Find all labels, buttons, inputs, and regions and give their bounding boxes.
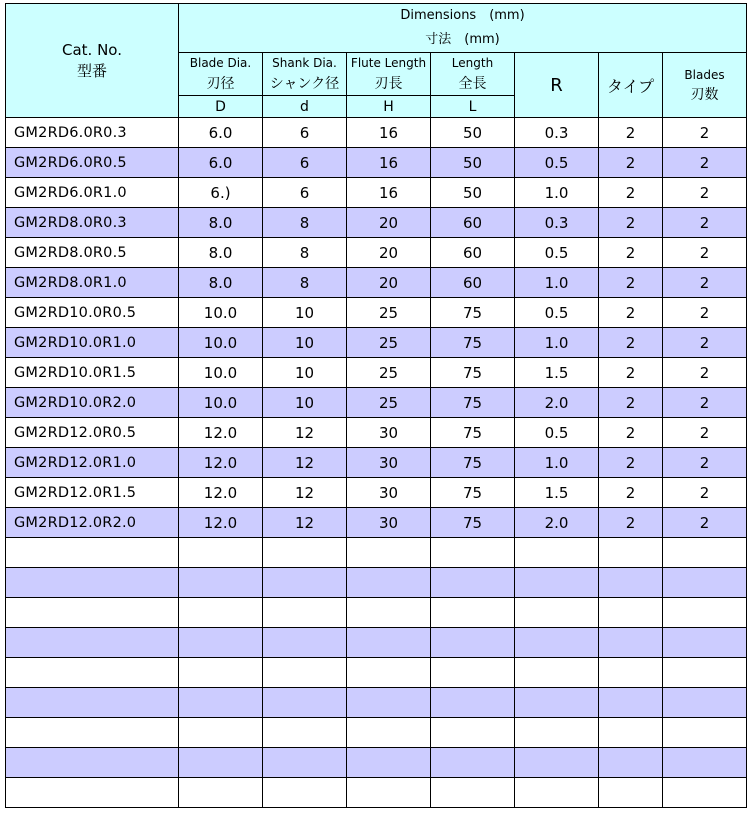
table-body — [6, 118, 747, 808]
table-row — [6, 418, 747, 448]
cell-flute-length: 25 — [347, 298, 431, 328]
cell-length — [431, 718, 515, 748]
cell-blades — [663, 778, 747, 808]
cell-length: 50 — [431, 148, 515, 178]
cell-shank-dia — [263, 718, 347, 748]
cell-type: 2 — [599, 148, 663, 178]
cell-length: 75 — [431, 298, 515, 328]
table-row — [6, 208, 747, 238]
cell-cat-no: GM2RD8.0R0.3 — [6, 208, 179, 238]
cell-blades — [663, 688, 747, 718]
cell-cat-no — [6, 628, 179, 658]
cell-blades — [663, 568, 747, 598]
header-blades-ja: 刃数 — [690, 87, 719, 103]
cell-blades — [663, 598, 747, 628]
cell-shank-dia — [263, 688, 347, 718]
table-row — [6, 508, 747, 538]
header-blades — [663, 53, 747, 118]
cell-shank-dia: 8 — [263, 208, 347, 238]
table-row — [6, 448, 747, 478]
cell-type — [599, 658, 663, 688]
cell-type: 2 — [599, 118, 663, 148]
cell-r — [515, 598, 599, 628]
header-cat-no-en: Cat. No. — [62, 40, 122, 59]
cell-shank-dia: 6 — [263, 178, 347, 208]
cell-length: 75 — [431, 418, 515, 448]
cell-flute-length: 30 — [347, 508, 431, 538]
cell-flute-length: 16 — [347, 148, 431, 178]
header-cat-no — [6, 4, 179, 118]
cell-length: 50 — [431, 118, 515, 148]
table-row — [6, 118, 747, 148]
cell-type — [599, 748, 663, 778]
table-row — [6, 238, 747, 268]
cell-r: 2.0 — [515, 388, 599, 418]
cell-shank-dia — [263, 538, 347, 568]
header-flute-length — [347, 53, 431, 96]
header-cat-no-ja: 型番 — [76, 61, 107, 80]
cell-type: 2 — [599, 508, 663, 538]
cell-type: 2 — [599, 328, 663, 358]
cell-flute-length — [347, 658, 431, 688]
cell-flute-length: 16 — [347, 178, 431, 208]
cell-shank-dia: 12 — [263, 478, 347, 508]
cell-shank-dia: 6 — [263, 148, 347, 178]
cell-type: 2 — [599, 478, 663, 508]
cell-blade-dia — [179, 688, 263, 718]
cell-r: 0.3 — [515, 118, 599, 148]
cell-length: 75 — [431, 508, 515, 538]
table-row — [6, 178, 747, 208]
cell-cat-no: GM2RD10.0R0.5 — [6, 298, 179, 328]
cell-length — [431, 568, 515, 598]
cell-shank-dia: 8 — [263, 238, 347, 268]
header-dimensions-ja: 寸法 (mm) — [179, 28, 747, 53]
cell-shank-dia — [263, 628, 347, 658]
cell-cat-no — [6, 568, 179, 598]
cell-type — [599, 688, 663, 718]
header-dimensions-en: Dimensions (mm) — [179, 4, 747, 29]
cell-blade-dia: 6.) — [179, 178, 263, 208]
cell-blades: 2 — [663, 178, 747, 208]
cell-flute-length — [347, 688, 431, 718]
cell-blades: 2 — [663, 478, 747, 508]
cell-shank-dia: 8 — [263, 268, 347, 298]
table-row — [6, 388, 747, 418]
cell-cat-no: GM2RD8.0R1.0 — [6, 268, 179, 298]
header-flute-length-en: Flute Length — [350, 56, 427, 70]
cell-blade-dia: 10.0 — [179, 358, 263, 388]
cell-flute-length: 30 — [347, 418, 431, 448]
cell-blades: 2 — [663, 448, 747, 478]
cell-flute-length — [347, 568, 431, 598]
cell-length: 75 — [431, 358, 515, 388]
cell-blades: 2 — [663, 418, 747, 448]
table-row — [6, 478, 747, 508]
header-length-en: Length — [451, 56, 494, 70]
cell-flute-length — [347, 628, 431, 658]
cell-length — [431, 748, 515, 778]
cell-type: 2 — [599, 268, 663, 298]
cell-flute-length: 16 — [347, 118, 431, 148]
cell-blade-dia: 10.0 — [179, 298, 263, 328]
cell-blade-dia — [179, 778, 263, 808]
cell-r: 1.0 — [515, 328, 599, 358]
cell-cat-no — [6, 748, 179, 778]
cell-r: 0.5 — [515, 148, 599, 178]
cell-shank-dia: 12 — [263, 508, 347, 538]
table-header — [6, 4, 747, 118]
cell-cat-no: GM2RD10.0R1.0 — [6, 328, 179, 358]
header-blade-dia-ja: 刃径 — [206, 76, 235, 92]
header-length-symbol: L — [431, 96, 515, 118]
table-row — [6, 688, 747, 718]
cell-r: 0.5 — [515, 418, 599, 448]
cell-r — [515, 718, 599, 748]
cell-shank-dia: 6 — [263, 118, 347, 148]
cell-r — [515, 778, 599, 808]
cell-type — [599, 718, 663, 748]
cell-blades: 2 — [663, 208, 747, 238]
cell-cat-no: GM2RD10.0R2.0 — [6, 388, 179, 418]
cell-flute-length: 20 — [347, 268, 431, 298]
cell-blade-dia — [179, 748, 263, 778]
table-row — [6, 328, 747, 358]
cell-length: 60 — [431, 238, 515, 268]
cell-type: 2 — [599, 178, 663, 208]
cell-blade-dia: 10.0 — [179, 388, 263, 418]
cell-length: 75 — [431, 478, 515, 508]
cell-blade-dia: 12.0 — [179, 448, 263, 478]
cell-r — [515, 628, 599, 658]
header-shank-dia-symbol: d — [263, 96, 347, 118]
cell-cat-no — [6, 598, 179, 628]
cell-length — [431, 778, 515, 808]
cell-blade-dia: 12.0 — [179, 508, 263, 538]
cell-type: 2 — [599, 298, 663, 328]
spec-table — [5, 3, 747, 808]
cell-length: 75 — [431, 328, 515, 358]
header-shank-dia — [263, 53, 347, 96]
cell-blade-dia — [179, 538, 263, 568]
header-length — [431, 53, 515, 96]
table-row — [6, 538, 747, 568]
cell-shank-dia — [263, 778, 347, 808]
cell-cat-no: GM2RD12.0R1.0 — [6, 448, 179, 478]
table-row — [6, 358, 747, 388]
cell-blades: 2 — [663, 238, 747, 268]
cell-blade-dia — [179, 628, 263, 658]
cell-flute-length: 20 — [347, 238, 431, 268]
cell-type — [599, 778, 663, 808]
cell-length — [431, 598, 515, 628]
cell-length — [431, 538, 515, 568]
table-row — [6, 748, 747, 778]
cell-cat-no — [6, 718, 179, 748]
cell-flute-length: 25 — [347, 328, 431, 358]
cell-length — [431, 658, 515, 688]
cell-r — [515, 658, 599, 688]
cell-blades: 2 — [663, 118, 747, 148]
cell-blades: 2 — [663, 358, 747, 388]
header-shank-dia-en: Shank Dia. — [272, 56, 337, 70]
header-flute-length-ja: 刃長 — [374, 76, 403, 92]
cell-flute-length: 20 — [347, 208, 431, 238]
cell-cat-no: GM2RD12.0R1.5 — [6, 478, 179, 508]
table-row — [6, 148, 747, 178]
cell-r: 2.0 — [515, 508, 599, 538]
cell-r: 1.0 — [515, 178, 599, 208]
header-length-ja: 全長 — [458, 76, 487, 92]
cell-r: 0.5 — [515, 298, 599, 328]
header-blades-en: Blades — [684, 68, 725, 82]
cell-cat-no: GM2RD6.0R0.3 — [6, 118, 179, 148]
cell-blades: 2 — [663, 328, 747, 358]
cell-flute-length: 30 — [347, 448, 431, 478]
table-row — [6, 658, 747, 688]
cell-flute-length — [347, 778, 431, 808]
table-row — [6, 598, 747, 628]
table-row — [6, 718, 747, 748]
cell-blades: 2 — [663, 388, 747, 418]
cell-blade-dia — [179, 658, 263, 688]
cell-blades — [663, 748, 747, 778]
cell-blades — [663, 718, 747, 748]
cell-cat-no: GM2RD12.0R0.5 — [6, 418, 179, 448]
cell-length — [431, 688, 515, 718]
cell-blades — [663, 538, 747, 568]
cell-blade-dia: 12.0 — [179, 418, 263, 448]
header-r: R — [515, 53, 599, 118]
cell-cat-no — [6, 688, 179, 718]
cell-r — [515, 568, 599, 598]
cell-length — [431, 628, 515, 658]
cell-type — [599, 628, 663, 658]
cell-type — [599, 538, 663, 568]
table-row — [6, 628, 747, 658]
cell-blade-dia: 8.0 — [179, 268, 263, 298]
cell-type: 2 — [599, 448, 663, 478]
cell-length: 50 — [431, 178, 515, 208]
table-row — [6, 298, 747, 328]
cell-shank-dia — [263, 658, 347, 688]
cell-r: 0.5 — [515, 238, 599, 268]
cell-r: 1.0 — [515, 268, 599, 298]
cell-flute-length: 25 — [347, 388, 431, 418]
cell-blade-dia: 8.0 — [179, 238, 263, 268]
cell-blade-dia: 10.0 — [179, 328, 263, 358]
cell-type — [599, 598, 663, 628]
header-flute-length-symbol: H — [347, 96, 431, 118]
spec-table-container — [5, 3, 747, 808]
cell-type: 2 — [599, 418, 663, 448]
cell-type — [599, 568, 663, 598]
cell-flute-length — [347, 748, 431, 778]
cell-shank-dia — [263, 568, 347, 598]
cell-r: 1.5 — [515, 478, 599, 508]
cell-blade-dia: 12.0 — [179, 478, 263, 508]
cell-shank-dia: 12 — [263, 448, 347, 478]
cell-flute-length — [347, 718, 431, 748]
cell-shank-dia: 10 — [263, 298, 347, 328]
cell-shank-dia: 10 — [263, 328, 347, 358]
cell-blades: 2 — [663, 508, 747, 538]
cell-blade-dia: 6.0 — [179, 118, 263, 148]
cell-blades — [663, 658, 747, 688]
cell-flute-length: 30 — [347, 478, 431, 508]
cell-blade-dia — [179, 568, 263, 598]
cell-cat-no: GM2RD10.0R1.5 — [6, 358, 179, 388]
cell-r: 1.5 — [515, 358, 599, 388]
cell-cat-no: GM2RD12.0R2.0 — [6, 508, 179, 538]
cell-r — [515, 748, 599, 778]
cell-blade-dia — [179, 598, 263, 628]
table-row — [6, 568, 747, 598]
cell-shank-dia: 10 — [263, 388, 347, 418]
cell-flute-length — [347, 538, 431, 568]
cell-r — [515, 688, 599, 718]
cell-r — [515, 538, 599, 568]
header-blade-dia — [179, 53, 263, 96]
cell-shank-dia: 10 — [263, 358, 347, 388]
cell-blade-dia: 6.0 — [179, 148, 263, 178]
cell-blades: 2 — [663, 298, 747, 328]
header-blade-dia-symbol: D — [179, 96, 263, 118]
cell-blades — [663, 628, 747, 658]
cell-r: 1.0 — [515, 448, 599, 478]
header-blade-dia-en: Blade Dia. — [189, 56, 252, 70]
cell-shank-dia — [263, 748, 347, 778]
cell-blades: 2 — [663, 148, 747, 178]
cell-r: 0.3 — [515, 208, 599, 238]
cell-type: 2 — [599, 208, 663, 238]
cell-shank-dia — [263, 598, 347, 628]
cell-flute-length: 25 — [347, 358, 431, 388]
cell-length: 60 — [431, 208, 515, 238]
cell-cat-no: GM2RD6.0R1.0 — [6, 178, 179, 208]
cell-blade-dia — [179, 718, 263, 748]
cell-cat-no: GM2RD6.0R0.5 — [6, 148, 179, 178]
cell-flute-length — [347, 598, 431, 628]
cell-shank-dia: 12 — [263, 418, 347, 448]
header-type: タイプ — [599, 53, 663, 118]
cell-blade-dia: 8.0 — [179, 208, 263, 238]
cell-cat-no — [6, 658, 179, 688]
cell-length: 75 — [431, 388, 515, 418]
cell-length: 60 — [431, 268, 515, 298]
table-row — [6, 268, 747, 298]
cell-type: 2 — [599, 358, 663, 388]
cell-length: 75 — [431, 448, 515, 478]
cell-type: 2 — [599, 238, 663, 268]
cell-cat-no: GM2RD8.0R0.5 — [6, 238, 179, 268]
cell-cat-no — [6, 538, 179, 568]
cell-blades: 2 — [663, 268, 747, 298]
header-shank-dia-ja: シャンク径 — [269, 76, 340, 92]
cell-type: 2 — [599, 388, 663, 418]
cell-cat-no — [6, 778, 179, 808]
table-row — [6, 778, 747, 808]
